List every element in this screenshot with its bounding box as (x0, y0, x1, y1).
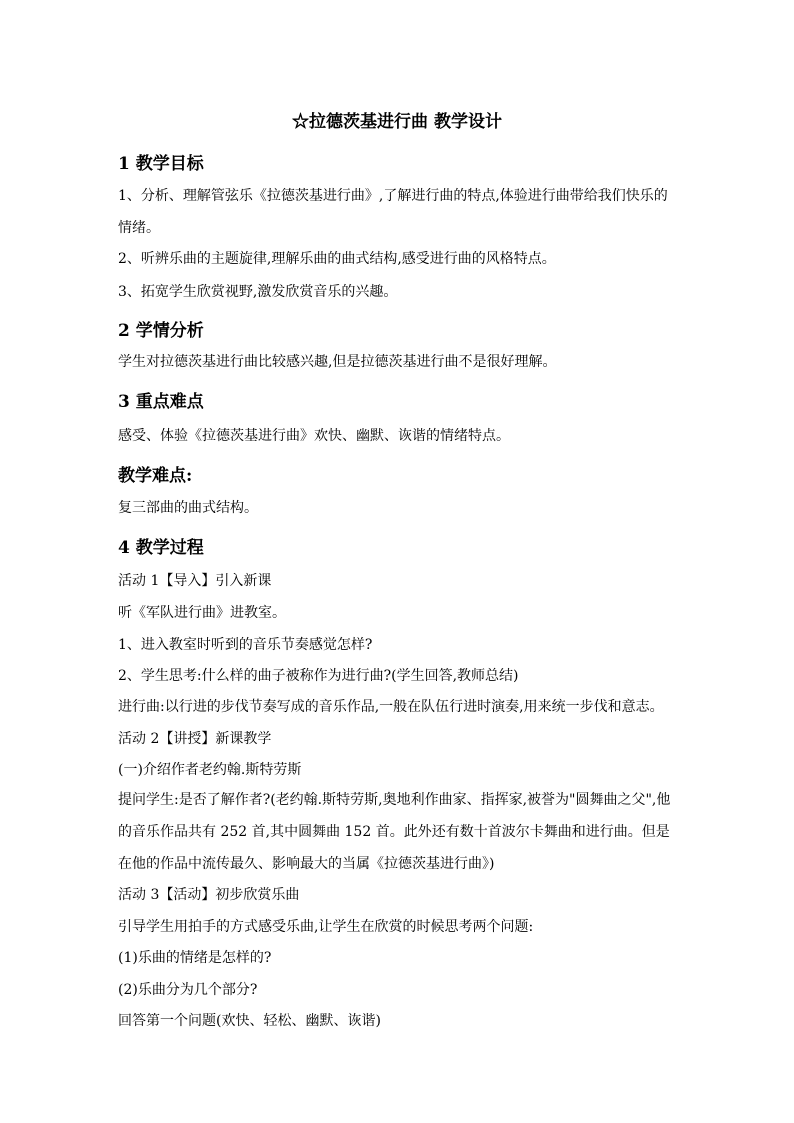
objective-item-1: 1、分析、理解管弦乐《拉德茨基进行曲》,了解进行曲的特点,体验进行曲带给我们快乐的情绪。 (118, 188, 668, 236)
section-heading-key-points: 3 重点难点 (118, 392, 204, 412)
analysis-text: 学生对拉德茨基进行曲比较感兴趣,但是拉德茨基进行曲不是很好理解。 (118, 354, 557, 370)
activity-3-title: 活动 3【活动】初步欣赏乐曲 (118, 887, 300, 903)
activity-1-title: 活动 1【导入】引入新课 (118, 573, 272, 589)
composer-intro: (一)介绍作者老约翰.斯特劳斯 (118, 762, 302, 778)
process-line: 引导学生用拍手的方式感受乐曲,让学生在欣赏的时候思考两个问题: (118, 919, 534, 935)
section-heading-process: 4 教学过程 (118, 538, 204, 558)
section-heading-analysis: 2 学情分析 (118, 321, 204, 341)
process-line: 1、进入教室时听到的音乐节奏感觉怎样? (118, 637, 373, 653)
document-title: ☆拉德茨基进行曲 教学设计 (292, 112, 502, 132)
difficulty-text: 复三部曲的曲式结构。 (118, 500, 258, 516)
objective-item-3: 3、拓宽学生欣赏视野,激发欣赏音乐的兴趣。 (118, 284, 398, 300)
process-line: 听《军队进行曲》进教室。 (118, 605, 286, 621)
march-definition: 进行曲:以行进的步伐节奏写成的音乐作品,一般在队伍行进时演奏,用来统一步伐和意志。 (118, 699, 664, 715)
answer-1: 回答第一个问题(欢快、轻松、幽默、诙谐) (118, 1013, 381, 1029)
section-heading-objectives: 1 教学目标 (118, 154, 204, 174)
activity-2-title: 活动 2【讲授】新课教学 (118, 731, 272, 747)
key-points-text: 感受、体验《拉德茨基进行曲》欢快、幽默、诙谐的情绪特点。 (118, 428, 510, 444)
composer-question: 提问学生:是否了解作者?(老约翰.斯特劳斯,奥地利作曲家、指挥家,被誉为"圆舞曲之父",他的音乐作品共有 252 首,其中圆舞曲 152 首。此外还有数十首波尔卡舞曲和进行曲。但是在他的作品中流传最久、影响最大的当属《拉德茨基进行曲》) (118, 792, 671, 872)
question-1: (1)乐曲的情绪是怎样的? (118, 950, 272, 966)
question-2: (2)乐曲分为几个部分? (118, 982, 258, 998)
section-heading-difficulty: 教学难点: (118, 466, 193, 486)
objective-item-2: 2、听辨乐曲的主题旋律,理解乐曲的曲式结构,感受进行曲的风格特点。 (118, 251, 556, 267)
process-line: 2、学生思考:什么样的曲子被称作为进行曲?(学生回答,教师总结) (118, 668, 519, 684)
